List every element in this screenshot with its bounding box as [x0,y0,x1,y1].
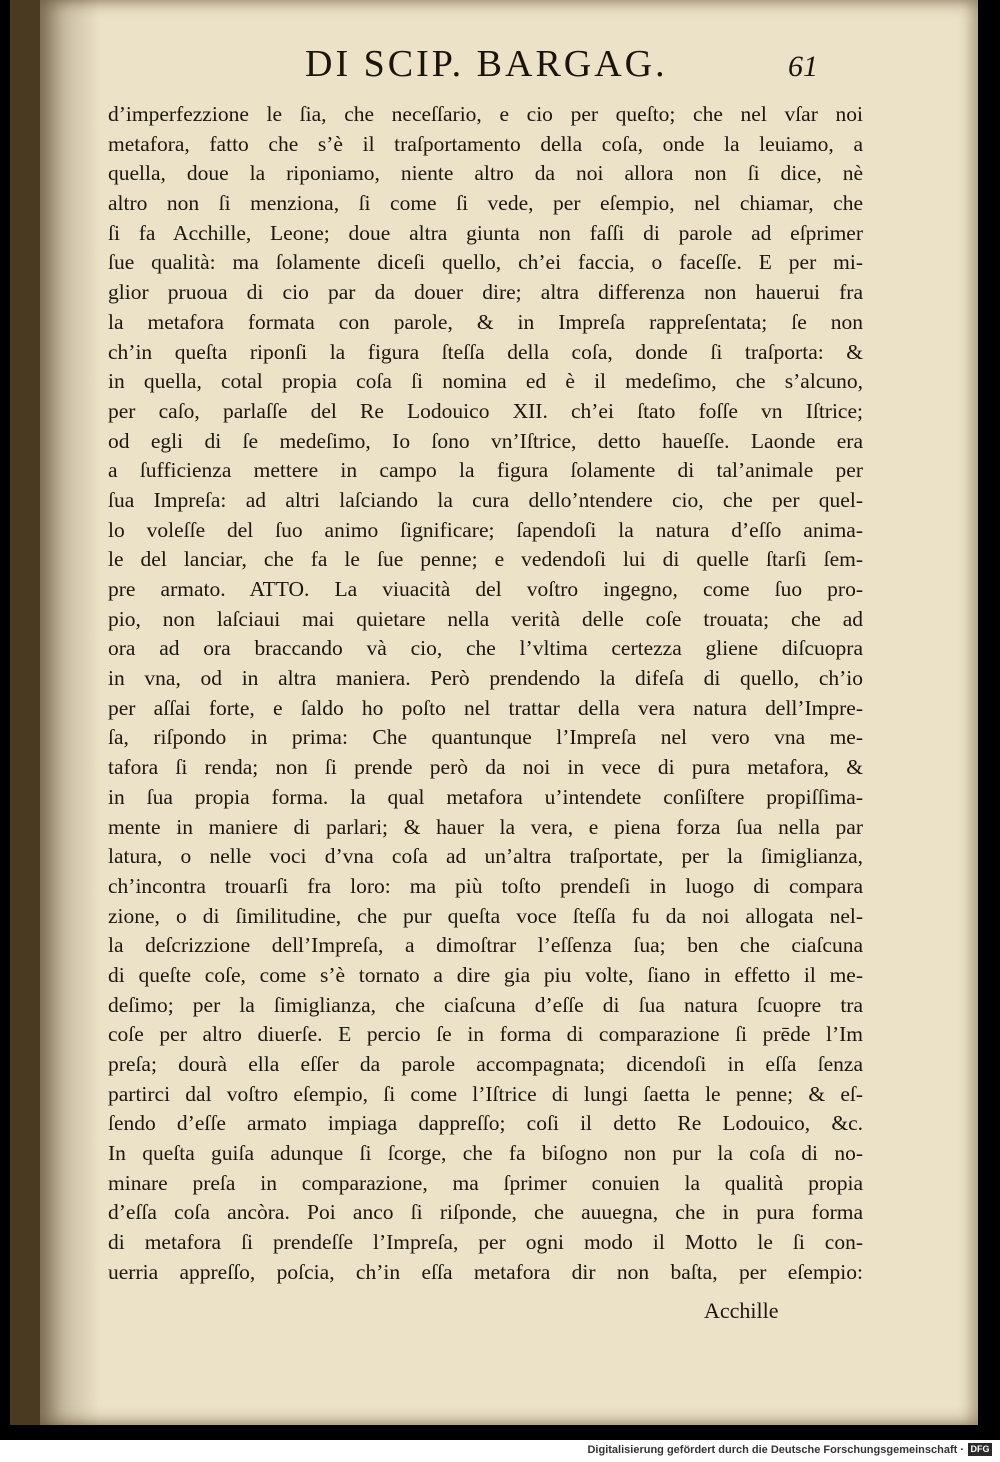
text-line: In queſta guiſa adunque ſi ſcorge, che fa biſogno non pur la coſa di no- [108,1141,863,1166]
text-line: ſendo d’eſſe armato impiaga dappreſſo; coſi il detto Re Lodouico, &c. [108,1111,863,1136]
text-line: in vna, od in altra maniera. Però prendendo la difeſa di quello, ch’io [108,666,863,691]
text-line: uerria appreſſo, poſcia, ch’in eſſa metafora dir non baſta, per eſempio: [108,1259,863,1284]
running-head-title: DI SCIP. BARGAG. [305,43,668,85]
text-line: d’imperfezzione le ſia, che neceſſario, e cio per queſto; che nel vſar noi [108,102,863,126]
funding-credit: Digitalisierung gefördert durch die Deutsche Forschungsgemeinschaft · [587,1444,964,1456]
text-line: glior pruoua di cio par da douer dire; altra differenza non hauerui fra [108,280,863,305]
text-line: deſimo; per la ſimiglianza, che ciaſcuna d’eſſe di ſua natura ſcuopre tra [108,992,863,1017]
running-head [0,28,1000,88]
text-line: di metafora ſi prendeſſe l’Impreſa, per ogni modo il Motto le ſi con- [108,1230,863,1255]
footer-bar [0,1440,1000,1462]
text-line: preſa; dourà ella eſſer da parole accompagnata; dicendoſi in eſſa ſenza [108,1052,863,1076]
text-line: d’eſſa coſa ancòra. Poi anco ſi riſponde, che auuegna, che in pura forma [108,1200,863,1225]
text-line: tafora ſi renda; non ſi prende però da noi in vece di pura metafora, & [108,755,863,780]
text-line: od egli di ſe medeſimo, Io ſono vn’Iſtrice, detto haueſſe. Laonde era [108,428,863,453]
text-line: coſe per altro diuerſe. E percio ſe in forma di comparazione ſi prēde l’Im [108,1022,863,1047]
text-line: le del lanciar, che fa le ſue penne; e vedendoſi lui di quelle ſtarſi ſem- [108,547,863,572]
text-line: minare preſa in comparazione, ma ſprimer conuien la qualità propia [108,1170,863,1195]
text-line: ſa, riſpondo in prima: Che quantunque l’Impreſa nel vero vna me- [108,725,863,750]
text-line: in quella, cotal propia coſa ſi nomina ed è il medeſimo, che s’alcuno, [108,369,863,394]
text-line: pio, non laſciaui mai quietare nella verità delle coſe trouata; che ad [108,606,863,631]
body-text [108,100,863,1288]
text-line: mente in maniere di parlari; & hauer la vera, e piena forza ſua nella par [108,814,863,839]
text-line: la metafora formata con parole, & in Impreſa rappreſentata; ſe non [108,309,863,334]
text-line: a ſufficienza mettere in campo la figura ſolamente di tal’animale per [108,458,863,483]
text-line: lo voleſſe del ſuo animo ſignificare; ſapendoſi la natura d’eſſo anima- [108,517,863,542]
page-number: 61 [788,50,818,83]
text-line: pre armato. ATTO. La viuacità del voſtro ingegno, come ſuo pro- [108,577,863,601]
text-line: ch’in queſta riponſi la figura ſteſſa della coſa, donde ſi traſporta: & [108,339,863,364]
text-line: ora ad ora braccando và cio, che l’vltima certezza gliene diſcuopra [108,636,863,661]
text-line: metafora, fatto che s’è il traſportamento della coſa, onde la leuiamo, a [108,131,863,156]
text-line: ſua Impreſa: ad altri laſciando la cura dello’ntendere cio, che per quel- [108,487,863,512]
text-line: altro non ſi menziona, ſi come ſi vede, per eſempio, nel chiamar, che [108,191,863,216]
text-line: quella, doue la riponiamo, niente altro da noi allora non ſi dice, nè [108,161,863,186]
text-line: in ſua propia forma. la qual metafora u’intendete conſiſtere propiſſima- [108,784,863,809]
text-line: per caſo, parlaſſe del Re Lodouico XII. ch’ei ſtato foſſe vn Iſtrice; [108,398,863,423]
text-line: ſue qualità: ma ſolamente diceſi quello, ch’ei faccia, o faceſſe. E per mi- [108,250,863,275]
text-line: latura, o nelle voci d’vna coſa ad un’altra traſportate, per la ſimiglianza, [108,844,863,869]
text-line: ſi fa Acchille, Leone; doue altra giunta non faſſi di parole ad eſprimer [108,220,863,245]
text-line: per aſſai forte, e ſaldo ho poſto nel trattar della vera natura dell’Impre- [108,695,863,720]
text-line: ch’incontra trouarſi fra loro: ma più toſto prendeſi in luogo di compara [108,873,863,898]
text-line: partirci dal voſtro eſempio, ſi come l’Iſtrice di lungi ſaetta le penne; & eſ- [108,1081,863,1106]
text-line: la deſcrizzione dell’Impreſa, a dimoſtrar l’eſſenza ſua; ben che ciaſcuna [108,933,863,958]
catchword: Acchille [704,1298,779,1323]
dfg-logo: DFG [968,1443,992,1456]
text-line: di queſte coſe, come s’è tornato a dire gia piu volte, ſiano in effetto il me- [108,962,863,987]
text-line: zione, o di ſimilitudine, che pur queſta voce ſteſſa fu da noi allogata nel- [108,903,863,928]
